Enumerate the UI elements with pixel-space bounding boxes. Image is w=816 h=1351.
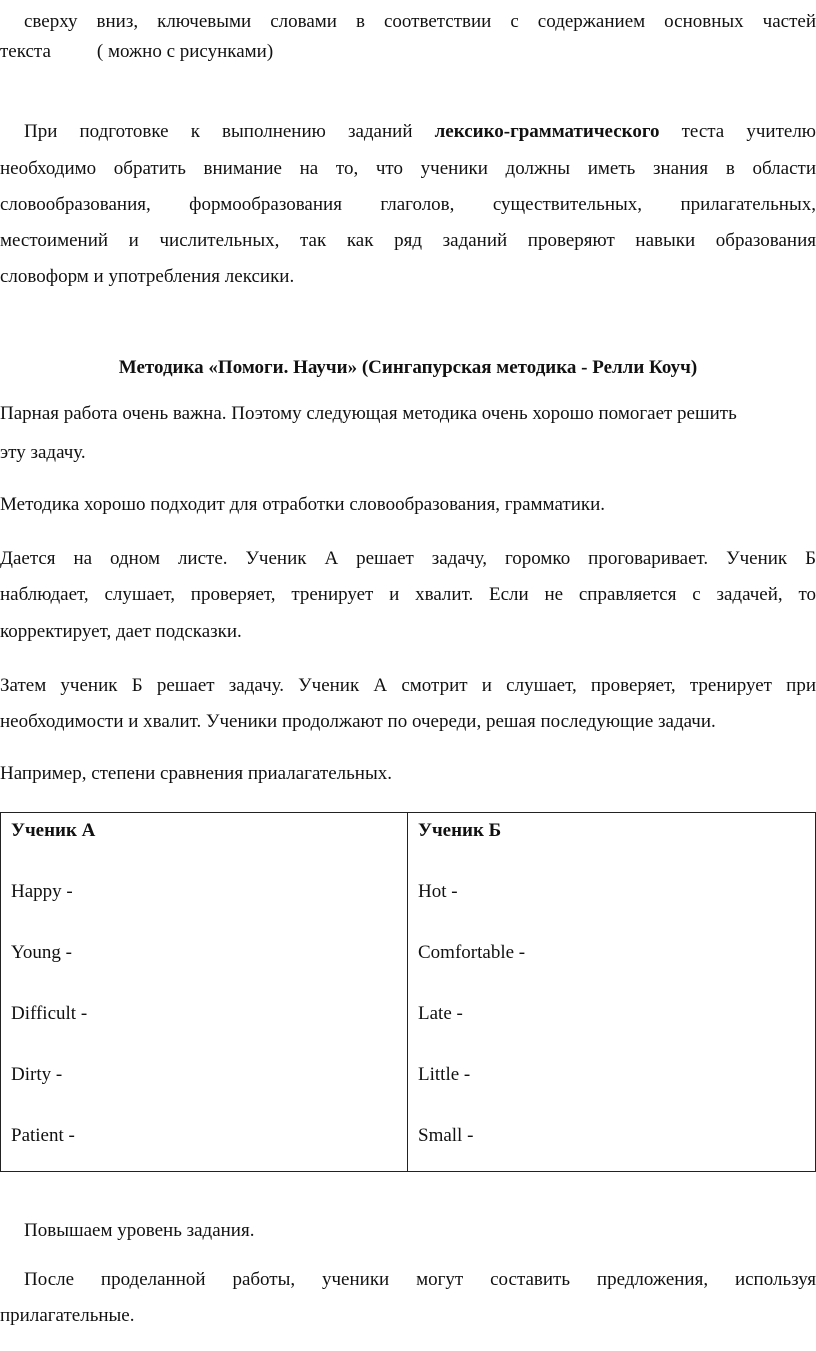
table-cell: Late - [418,1003,463,1024]
paragraph-line: После проделанной работы, ученики могут составить предложения, используя [24,1269,816,1290]
paragraph-line: Дается на одном листе. Ученик А решает задачу, горомко проговаривает. Ученик Б [0,548,816,569]
column-header: Ученик А [11,820,96,841]
paragraph-line: корректирует, дает подсказки. [0,621,242,642]
table-cell: Hot - [418,881,458,902]
column-student-b [408,813,816,1172]
paragraph-line: Методика хорошо подходит для отработки словообразования, грамматики. [0,494,606,515]
paragraph-line: словоформ и употребления лексики. [0,266,295,287]
paragraph-line: Повышаем уровень задания. [24,1220,255,1241]
paragraph-line: наблюдает, слушает, проверяет, тренирует и хвалит. Если не справляется с задачей, то [0,584,816,605]
column-header: Ученик Б [418,820,502,841]
paragraph-line: Например, степени сравнения приалагательных. [0,763,392,784]
text-line: сверху вниз, ключевыми словами в соответствии с содержанием основных частей [24,11,816,32]
table-cell: Comfortable - [418,942,526,963]
paragraph-line: Затем ученик Б решает задачу. Ученик А смотрит и слушает, проверяет, тренирует при [0,675,816,696]
paragraph-line: необходимости и хвалит. Ученики продолжают по очереди, решая последующие задачи. [0,711,716,732]
paragraph-line [0,120,816,144]
paragraph-line: местоимений и числительных, так как ряд заданий проверяют навыки образования [0,230,816,251]
paragraph-line: эту задачу. [0,442,86,463]
table-cell: Patient - [11,1125,75,1146]
adjectives-table [0,812,816,1172]
paragraph-line: необходимо обратить внимание на то, что ученики должны иметь знания в области [0,158,816,179]
table-cell: Happy - [11,881,73,902]
column-student-a [1,813,408,1172]
text-fragment: текста [0,41,51,62]
paragraph-line: словообразования, формообразования глаголов, существительных, прилагательных, [0,194,816,215]
table-cell: Young - [11,942,72,963]
table-cell: Small - [418,1125,474,1146]
text-line [0,40,816,64]
paragraph-line: Парная работа очень важна. Поэтому следующая методика очень хорошо помогает решить [0,403,737,424]
text-fragment: ( можно с рисунками) [96,41,274,62]
paragraph-line: прилагательные. [0,1305,135,1326]
text-fragment: При подготовке к выполнению заданий [24,121,413,142]
text-fragment: теста учителю [681,121,816,142]
table-cell: Dirty - [11,1064,63,1085]
table-cell: Little - [418,1064,471,1085]
table-cell: Difficult - [11,1003,88,1024]
bold-term: лексико-грамматического [434,121,660,142]
section-heading: Методика «Помоги. Научи» (Сингапурская методика - Релли Коуч) [118,357,698,378]
